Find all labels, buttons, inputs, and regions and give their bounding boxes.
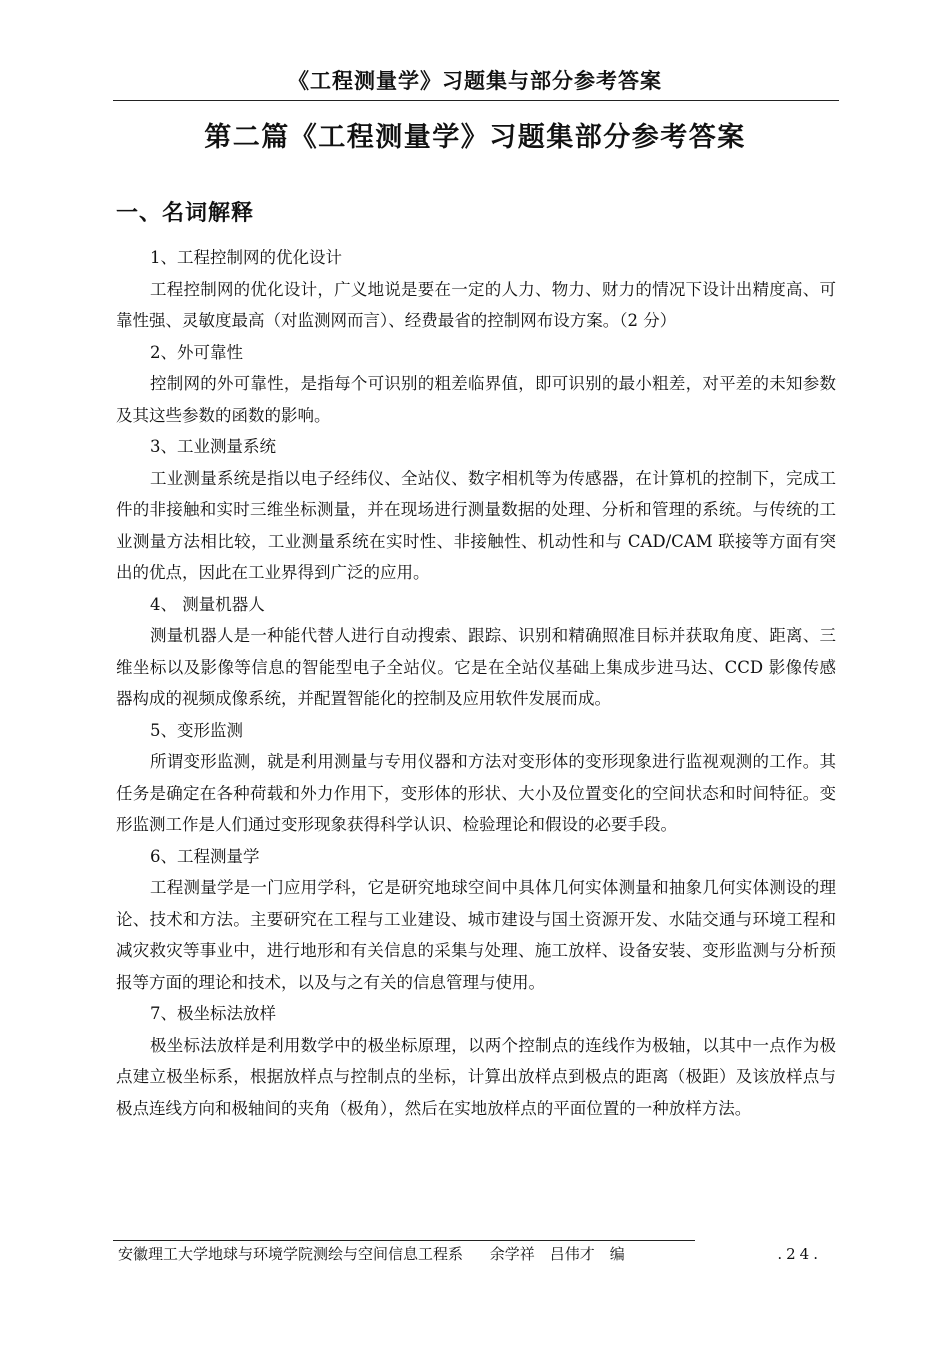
term-definition: 控制网的外可靠性，是指每个可识别的粗差临界值，即可识别的最小粗差，对平差的未知参数及其这些参数的函数的影响。 <box>116 374 836 425</box>
footer-authors: 余学祥 吕伟才 编 <box>489 1245 625 1263</box>
term-title: 2、外可靠性 <box>150 342 243 362</box>
footer-institution: 安徽理工大学地球与环境学院测绘与空间信息工程系 <box>118 1245 464 1263</box>
header-rule <box>113 100 839 101</box>
page-footer <box>118 1243 834 1265</box>
running-header: 《工程测量学》习题集与部分参考答案 <box>288 68 662 93</box>
term-definition: 工程测量学是一门应用学科，它是研究地球空间中具体几何实体测量和抽象几何实体测设的理论、技术和方法。主要研究在工程与工业建设、城市建设与国土资源开发、水陆交通与环境工程和减灾救灾等事业中，进行地形和有关信息的采集与处理、施工放样、设备安装、变形监测与分析预报等方面的理论和技术，以及与之有关的信息管理与使用。 <box>116 878 836 992</box>
term-title: 6、工程测量学 <box>150 846 260 866</box>
section-heading: 一、名词解释 <box>116 200 255 226</box>
term-definition: 所谓变形监测，就是利用测量与专用仪器和方法对变形体的变形现象进行监视观测的工作。其任务是确定在各种荷载和外力作用下，变形体的形状、大小及位置变化的空间状态和时间特征。变形监测工作是人们通过变形现象获得科学认识、检验理论和假设的必要手段。 <box>116 752 836 834</box>
term-title: 3、工业测量系统 <box>150 437 276 456</box>
term-title: 7、极坐标法放样 <box>150 1004 276 1023</box>
term-definition: 工业测量系统是指以电子经纬仪、全站仪、数字相机等为传感器，在计算机的控制下，完成工件的非接触和实时三维坐标测量，并在现场进行测量数据的处理、分析和管理的系统。与传统的工业测量方法相比较，工业测量系统在实时性、非接触性、机动性和与 CAD/CAM 联接等方面有突出的优点，因此在工业界得到广泛的应用。 <box>116 468 836 582</box>
page-number: .24. <box>777 1245 822 1263</box>
term-title: 5、变形监测 <box>150 720 243 740</box>
document-title: 第二篇《工程测量学》习题集部分参考答案 <box>204 122 746 153</box>
term-definition: 极坐标法放样是利用数学中的极坐标原理，以两个控制点的连线作为极轴，以其中一点作为极点建立极坐标系，根据放样点与控制点的坐标，计算出放样点到极点的距离（极距）及该放样点与极点连线方向和极轴间的夹角（极角），然后在实地放样点的平面位置的一种放样方法。 <box>116 1035 836 1118</box>
term-title: 1、工程控制网的优化设计 <box>150 248 342 267</box>
term-definition: 测量机器人是一种能代替人进行自动搜索、跟踪、识别和精确照准目标并获取角度、距离、三维坐标以及影像等信息的智能型电子全站仪。它是在全站仪基础上集成步进马达、CCD 影像传感器构成的视频成像系统，并配置智能化的控制及应用软件发展而成。 <box>116 626 836 708</box>
term-definition: 工程控制网的优化设计，广义地说是要在一定的人力、物力、财力的情况下设计出精度高、可靠性强、灵敏度最高（对监测网而言）、经费最省的控制网布设方案。（2 分） <box>116 279 836 330</box>
footer-rule <box>113 1240 695 1241</box>
terms-list <box>116 242 836 1124</box>
term-title: 4、 测量机器人 <box>150 594 265 614</box>
